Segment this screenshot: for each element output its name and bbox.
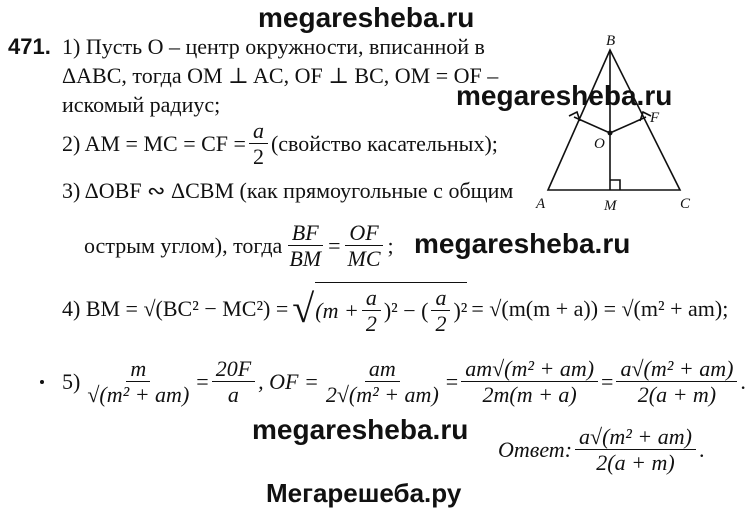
step5-frac5 xyxy=(616,356,737,407)
step5-f4-den: 2m(m + a) xyxy=(482,382,577,407)
step4-sqrt-a: (m + xyxy=(315,297,359,323)
watermark-top: megaresheba.ru xyxy=(258,2,475,33)
label-b: B xyxy=(606,33,616,49)
watermark-mid3: megaresheba.ru xyxy=(252,414,469,445)
stray-dot xyxy=(40,380,44,384)
watermark-mid1: megaresheba.ru xyxy=(456,80,673,111)
step3-fraction2 xyxy=(344,220,385,271)
watermark-mid2: megaresheba.ru xyxy=(414,228,631,259)
answer-fraction xyxy=(575,424,696,475)
step5-f3-num: am xyxy=(365,356,400,382)
label-o: O xyxy=(594,136,605,152)
step5-frac4 xyxy=(461,356,598,407)
step5-frac2 xyxy=(212,356,255,407)
step5-f4-num: am√(m² + am) xyxy=(461,356,598,382)
step4-start: 4) BM = √(BC² − MC²) = xyxy=(62,296,289,321)
answer-num: a√(m² + am) xyxy=(575,424,696,450)
step3-fraction1 xyxy=(285,220,325,271)
step4-sqrt-b: )² − ( xyxy=(383,297,429,323)
step4-end: = √(m(m + a)) = √(m² + am); xyxy=(471,296,729,321)
step1-line1: 1) Пусть O – центр окружности, вписанной в xyxy=(62,34,485,59)
center-o xyxy=(608,131,613,136)
answer-end: . xyxy=(698,436,705,462)
triangle-figure xyxy=(530,30,700,215)
step4-frac2-num: a xyxy=(431,285,450,311)
step3-line1: 3) ΔOBF ∾ ΔCBM (как прямоугольные с общим xyxy=(62,178,514,203)
step3-text: острым углом), тогда xyxy=(84,232,283,258)
step3-f2-den: MC xyxy=(347,246,381,271)
step1-line3: искомый радиус; xyxy=(62,92,221,117)
step1-line2: ΔABC, тогда OM ⊥ AC, OF ⊥ BC, OM = OF – xyxy=(62,63,499,88)
step2-rhs: (свойство касательных); xyxy=(270,130,498,156)
step4-radicand xyxy=(315,282,467,336)
answer-label: Ответ: xyxy=(498,436,573,462)
step5-f1-num: m xyxy=(126,356,150,382)
step5-frac3 xyxy=(322,356,443,407)
step5-f2-num: 20F xyxy=(212,356,255,382)
step2-fraction xyxy=(249,118,268,169)
step5: 5) $\frac{m}{\text{√(m² + am)}}$ = $\frac{20F}{a}$ , OF = $\frac{am}{\text{2√(m² + am)}}$ = $\frac{\text{am√(m² + am)}}{2m(m + a)}$ = $\frac{\text{a√(m² + am)}}{2(a + m)}$ . xyxy=(62,356,746,407)
step3-f2-num: OF xyxy=(345,220,382,246)
step4-frac2-den: 2 xyxy=(435,311,447,336)
step5-f2-den: a xyxy=(227,382,239,407)
step2-frac-den: 2 xyxy=(252,144,264,169)
big-radical-icon: √ xyxy=(292,286,315,331)
step5-of: , OF = xyxy=(258,368,319,394)
step5-f3-den: 2√(m² + am) xyxy=(325,382,439,407)
step3-end: ; xyxy=(387,232,394,258)
label-m: M xyxy=(604,198,617,214)
step4-frac2 xyxy=(431,285,450,336)
triangle-abc xyxy=(548,50,680,190)
step4-frac1-num: a xyxy=(362,285,381,311)
step3-line2 xyxy=(84,220,394,271)
step5-f5-num: a√(m² + am) xyxy=(616,356,737,382)
step5-frac1 xyxy=(83,356,193,407)
step4 xyxy=(62,282,728,336)
step4-sqrt-c: )² xyxy=(453,297,468,323)
step4-frac1 xyxy=(362,285,381,336)
answer xyxy=(498,424,704,475)
step4-frac1-den: 2 xyxy=(365,311,377,336)
right-angle-m xyxy=(610,180,620,190)
step3-f1-num: BF xyxy=(288,220,323,246)
watermark-footer: Мегарешеба.ру xyxy=(266,478,462,508)
problem-number: 471. xyxy=(8,34,51,59)
step5-label: 5) xyxy=(62,368,81,394)
step2 xyxy=(62,118,498,169)
step5-f5-den: 2(a + m) xyxy=(637,382,717,407)
step3-f1-den: BM xyxy=(289,246,322,271)
answer-den: 2(a + m) xyxy=(596,450,675,475)
step2-lhs: 2) AM = MC = CF = xyxy=(62,130,246,156)
label-f: F xyxy=(650,110,660,126)
label-a: A xyxy=(536,196,546,212)
step5-f1-den: √(m² + am) xyxy=(87,382,190,407)
step2-frac-num: a xyxy=(249,118,268,144)
step5-end: . xyxy=(740,368,746,394)
label-c: C xyxy=(680,196,691,212)
step3-equals: = xyxy=(328,232,341,258)
